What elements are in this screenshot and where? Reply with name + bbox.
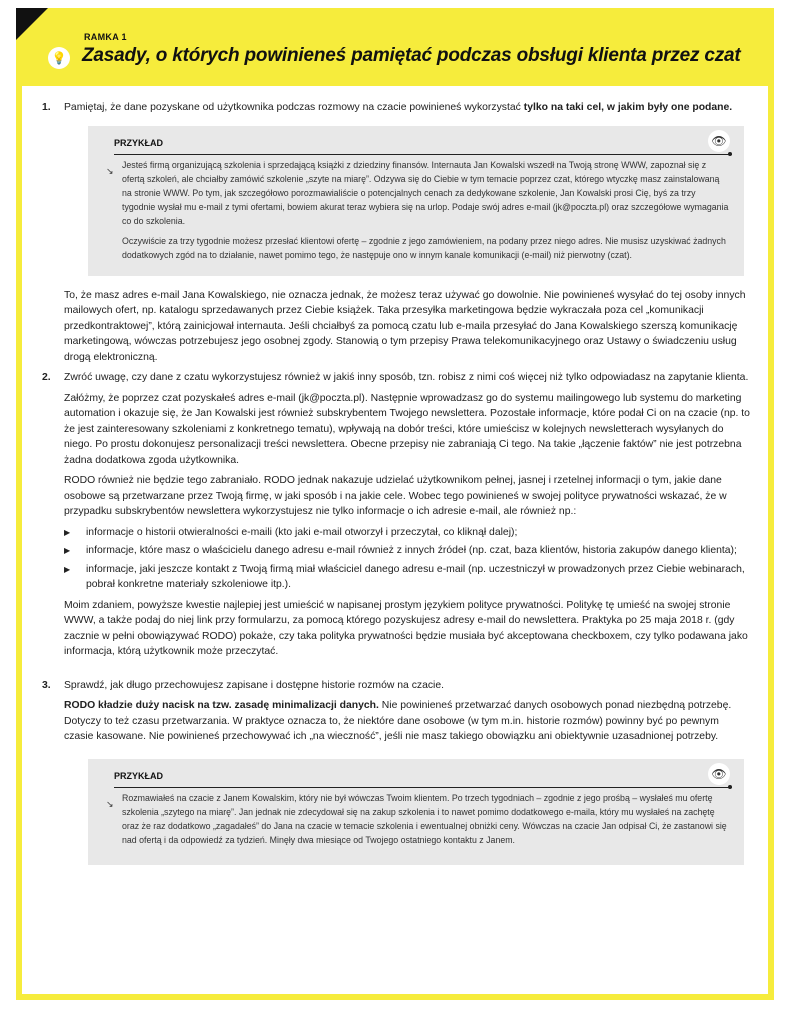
example-label: PRZYKŁAD: [114, 137, 163, 148]
example-header: [114, 767, 730, 791]
list-item-1: [40, 100, 750, 365]
box-content: [40, 100, 750, 877]
list-item: ▶ informacje o historii otwieralności e-maili (kto jaki e-mail otworzył i przeczytał, co kliknął dalej);: [64, 525, 750, 541]
list-item: ▶ informacje, jaki jeszcze kontakt z Twoją firmą miał właściciel danego adresu e-mail (np. uczestniczył w prowadzonych przez Ciebie webinarach, pobrał konkretne materiały szkoleniowe itp.).: [64, 563, 745, 590]
example-text: Jesteś firmą organizującą szkolenia i sprzedającą książki z dziedziny finansów. Internauta Jan Kowalski wszedł na Twoją stronę WWW, zapoznał się z ofertą szkoleń, ale chciałby zamówić szkolenie „szyte na miarę”. Odzywa się do Ciebie w tym temacie poprzez czat, którego wtyczkę masz zainstalowaną na stronie WWW. Po tym, jak szczegółowo porozmawialiście o potencjalnych cenach za dedykowane szkolenie, Jan Kowalski prosi Cię, byś za trzy tygodnie wysłał mu e-mail z tymi ofertami, bowiem akurat teraz wybiera się na urlop. Podaje swój adres e-mail (jk@poczta.pl) oraz szczegółowe wymagania co do szkolenia.: [122, 159, 729, 226]
list-item-3: [40, 678, 750, 865]
eye-icon: 👁: [708, 763, 730, 785]
triangle-bullet-icon: ▶: [64, 564, 71, 574]
paragraph: Moim zdaniem, powyższe kwestie najlepiej jest umieścić w napisanej prostym językiem polityce prywatności. Politykę tę umieść na swojej stronie WWW, a także podaj do niej link przy formularzu, za pomocą którego pozyskujesz adresy e-mail do newslettera. Praktyka po 25 maja 2018 r. (gdy zacznie w pełni obowiązywać RODO) pokaże, czy taka polityka prywatności będzie musiała być akceptowana checkboxem, czy tylko podawana jako informacja, którą użytkownik może przeczytać.: [64, 599, 748, 657]
paragraph: To, że masz adres e-mail Jana Kowalskiego, nie oznacza jednak, że możesz teraz używać go dowolnie. Nie powinieneś wysyłać do tej osoby innych mailowych ofert, np. katalogu sprzedawanych przez Ciebie książek. Taka przesyłka marketingowa będzie wykraczała poza cel „komunikacji przedkontraktowej”, którą zainicjował internauta. Jeśli chciałbyś za pomocą czatu lub e-maila przesyłać do Jana Kowalskiego szerszą komunikację marketingową, wówczas potrzebujesz jego osobnej zgody. Stanowią o tym przepisy Prawa telekomunikacyjnego oraz Ustawy o świadczeniu usług drogą elektroniczną.: [64, 289, 746, 363]
example-box-1: [88, 126, 744, 276]
list-item-2: [40, 370, 750, 660]
item-number: 3.: [42, 679, 51, 691]
corner-marker: [16, 8, 48, 40]
paragraph: RODO również nie będzie tego zabraniało. RODO jednak nakazuje udzielać użytkownikom pełnej, jasnej i rzetelnej informacji o tym, jakie dane osobowe są przetwarzane przez Twoją firmę, w jaki sposób i na jakie cele. Wobec tego powinieneś w swojej polityce prywatności wskazać, że w przypadku subskrybentów newslettera wykorzystujesz nie tylko informacje o ich adresie e-mail, ale również np.:: [64, 475, 727, 517]
item-number: 1.: [42, 102, 51, 113]
item-number: 2.: [42, 372, 51, 383]
example-box-2: [88, 759, 744, 865]
example-label: PRZYKŁAD: [114, 770, 163, 781]
box-title: Zasady, o których powinieneś pamiętać podczas obsługi klienta przez czat: [82, 45, 741, 66]
example-divider: [114, 787, 732, 788]
paragraph: Załóżmy, że poprzez czat pozyskałeś adres e-mail (jk@poczta.pl). Następnie wprowadzasz go do systemu mailingowego lub systemu do marketing automation i okazuje się, że Jan Kowalski jest również subskrybentem Twojego newslettera. Pozostałe informacje, które podał Ci on na czacie (np. to że jest zainteresowany szkoleniami z konkretnego tematu), wpływają na dobór treści, które umieścisz w kolejnych newsletterach wysyłanych do niego. Po prostu dokonujesz personalizacji treści newslettera. Obecne przepisy nie zabraniają Ci tego. Na takie „łączenie faktów” nie jest potrzebna żadna dodatkowa zgoda użytkownika.: [64, 392, 750, 466]
bullet-list: [64, 525, 750, 593]
triangle-bullet-icon: ▶: [64, 527, 71, 537]
item-lead: Pamiętaj, że dane pozyskane od użytkownika podczas rozmowy na czacie powinieneś wykorzystać tylko na taki cel, w jakim były one podane.: [64, 102, 733, 113]
example-header: [114, 134, 730, 158]
paragraph: RODO kładzie duży nacisk na tzw. zasadę minimalizacji danych. Nie powinieneś przetwarzać danych osobowych ponad niezbędną potrzebę. Dotyczy to też czasu przetwarzania. W praktyce oznacza to, że niektóre dane osobowe (w tym m.in. historie rozmów) powinny być po pewnym czasie kasowane. Nie powinieneś przechowywać ich „na wieczność”, jeśli nie masz takiego obowiązku ani obiektywnie uzasadnionej potrzeby.: [64, 700, 732, 742]
example-text: Rozmawiałeś na czacie z Janem Kowalskim, który nie był wówczas Twoim klientem. Po trzech tygodniach – zgodnie z jego prośbą – wysłałeś mu ofertę szkolenia „szytego na miarę”. Jan jednak nie zdecydował się na zakup szkolenia i to nawet pomimo dodatkowego e-maila, który mu wysłałeś na zachętę oraz że raz dodatkowo „zagadałeś” do Jana na czacie w temacie szkolenia i ewentualnej obniżki ceny. Wówczas na czacie Jan odpisał Ci, że zastanowi się nad ofertą i da odpowiedź za tydzień. Minęły dwa miesiące od Twojego ostatniego kontaktu z Janem.: [122, 792, 727, 845]
item-lead: Zwróć uwagę, czy dane z czatu wykorzystujesz również w jakiś inny sposób, tzn. robisz z nimi coś więcej niż tylko odpowiadasz na zapytanie klienta.: [64, 372, 749, 383]
triangle-bullet-icon: ▶: [64, 546, 71, 555]
example-text: Oczywiście za trzy tygodnie możesz przesłać klientowi ofertę – zgodnie z jego zamówieniem, na podany przez niego adres. Nie musisz uzyskiwać żadnych dodatkowych zgód na to działanie, nawet pomimo tego, że następuje ono w innym kanale komunikacji (e-mail) niż pierwotny (czat).: [122, 235, 726, 260]
arrow-icon: ↘: [106, 165, 114, 176]
example-divider: [114, 154, 732, 155]
item-lead: Sprawdź, jak długo przechowujesz zapisane i dostępne historie rozmów na czacie.: [64, 679, 445, 691]
box-label: RAMKA 1: [84, 32, 127, 42]
arrow-icon: ↘: [106, 798, 114, 809]
eye-icon: 👁: [708, 130, 730, 152]
list-item: ▶ informacje, które masz o właścicielu danego adresu e-mail również z innych źródeł (np. czat, baza klientów, historia zakupów danego klienta);: [64, 543, 750, 559]
lightbulb-icon: 💡: [48, 47, 70, 69]
